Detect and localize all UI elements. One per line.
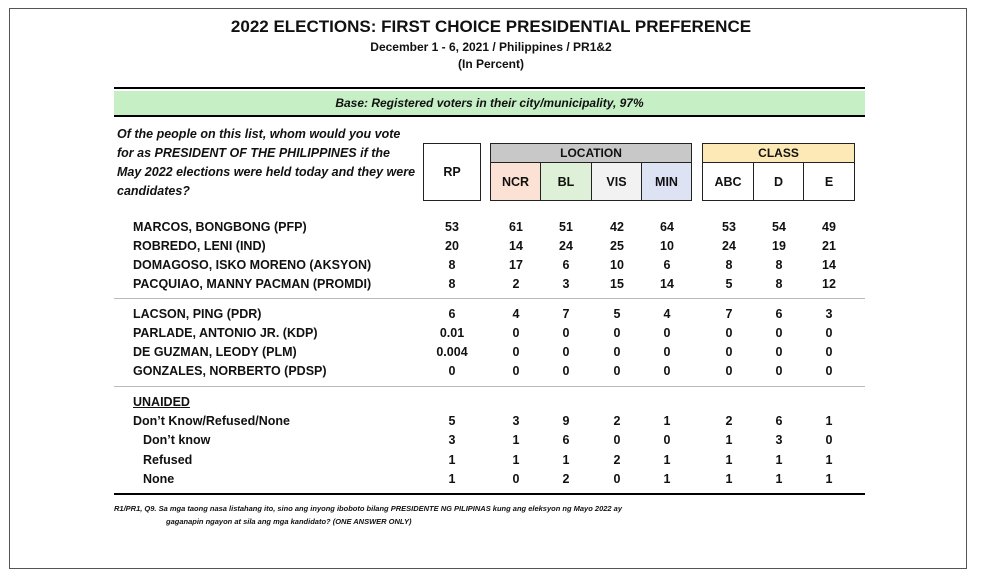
header-rp: RP (423, 143, 481, 201)
cell-min: 1 (663, 453, 671, 467)
cell-min: 1 (663, 414, 671, 428)
page-title: 2022 ELECTIONS: FIRST CHOICE PRESIDENTIAL PREFERENCE (230, 17, 752, 36)
group-divider (114, 386, 865, 387)
header-d: D (753, 162, 804, 201)
cell-d: 6 (775, 307, 783, 321)
footnote-line-2: gaganapin ngayon at sila ang mga kandidato? (ONE ANSWER ONLY) (166, 517, 412, 526)
header-bl: BL (540, 162, 592, 201)
cell-vis: 10 (610, 258, 624, 272)
cell-bl: 1 (562, 453, 570, 467)
cell-ncr: 61 (509, 220, 523, 234)
page-units: (In Percent) (457, 57, 524, 71)
cell-vis: 25 (610, 239, 624, 253)
table-row (0, 412, 982, 431)
footnote-line-1: R1/PR1, Q9. Sa mga taong nasa listahang ito, sino ang inyong iboboto bilang PRESIDENTE NG PILIPINAS kung ang eleksyon ng Mayo 2022 ay (114, 504, 623, 513)
cell-min: 0 (663, 364, 671, 378)
cell-abc: 5 (725, 277, 733, 291)
cell-abc: 1 (725, 472, 733, 486)
header-ncr: NCR (490, 162, 541, 201)
cell-ncr: 3 (512, 414, 520, 428)
cell-abc: 7 (725, 307, 733, 321)
cell-bl: 0 (562, 326, 570, 340)
header-min: MIN (641, 162, 692, 201)
cell-abc: 24 (722, 239, 736, 253)
cell-abc: 1 (725, 433, 733, 447)
cell-vis: 5 (613, 307, 621, 321)
cell-ncr: 1 (512, 453, 520, 467)
cell-bl: 3 (562, 277, 570, 291)
cell-d: 8 (775, 258, 783, 272)
table-row (0, 237, 982, 256)
cell-vis: 15 (610, 277, 624, 291)
cell-abc: 0 (725, 345, 733, 359)
cell-d: 1 (775, 472, 783, 486)
cell-ncr: 0 (512, 472, 520, 486)
row-label: MARCOS, BONGBONG (PFP) (133, 220, 307, 234)
row-label: None (143, 472, 175, 486)
cell-bl: 0 (562, 364, 570, 378)
row-label: DOMAGOSO, ISKO MORENO (AKSYON) (133, 258, 372, 272)
row-label: PARLADE, ANTONIO JR. (KDP) (133, 326, 318, 340)
cell-rp: 8 (448, 258, 456, 272)
cell-min: 64 (660, 220, 674, 234)
cell-bl: 0 (562, 345, 570, 359)
table-row (0, 451, 982, 470)
cell-bl: 24 (559, 239, 573, 253)
cell-e: 49 (822, 220, 836, 234)
table-row (0, 218, 982, 237)
cell-abc: 0 (725, 364, 733, 378)
base-bottom-rule (114, 115, 865, 117)
table-row (0, 362, 982, 381)
group-divider (114, 298, 865, 299)
row-label: ROBREDO, LENI (IND) (133, 239, 266, 253)
table-row (0, 305, 982, 324)
header-abc: ABC (702, 162, 754, 201)
survey-question: Of the people on this list, whom would you vote for as PRESIDENT OF THE PHILIPPINES if the May 2022 elections were held today and they were candidates? (117, 127, 416, 198)
cell-bl: 6 (562, 433, 570, 447)
cell-min: 1 (663, 472, 671, 486)
cell-bl: 9 (562, 414, 570, 428)
cell-min: 10 (660, 239, 674, 253)
table-row (0, 431, 982, 450)
table-row (0, 343, 982, 362)
section-heading (0, 393, 982, 412)
cell-d: 8 (775, 277, 783, 291)
cell-e: 1 (825, 453, 833, 467)
row-label: GONZALES, NORBERTO (PDSP) (133, 364, 327, 378)
table-bottom-rule (114, 493, 865, 495)
cell-rp: 53 (445, 220, 459, 234)
cell-vis: 42 (610, 220, 624, 234)
cell-d: 54 (772, 220, 786, 234)
cell-rp: 3 (448, 433, 456, 447)
cell-bl: 6 (562, 258, 570, 272)
cell-abc: 0 (725, 326, 733, 340)
cell-e: 0 (825, 364, 833, 378)
cell-vis: 0 (613, 433, 621, 447)
cell-vis: 2 (613, 453, 621, 467)
cell-d: 0 (775, 345, 783, 359)
cell-min: 0 (663, 433, 671, 447)
cell-rp: 20 (445, 239, 459, 253)
cell-ncr: 1 (512, 433, 520, 447)
base-banner: Base: Registered voters in their city/municipality, 97% (114, 91, 865, 115)
cell-bl: 2 (562, 472, 570, 486)
location-group-header: LOCATION (490, 143, 692, 163)
cell-e: 0 (825, 345, 833, 359)
header-e: E (803, 162, 855, 201)
cell-e: 12 (822, 277, 836, 291)
cell-rp: 8 (448, 277, 456, 291)
unaided-heading: UNAIDED (133, 395, 190, 409)
cell-d: 0 (775, 326, 783, 340)
cell-e: 0 (825, 326, 833, 340)
cell-ncr: 4 (512, 307, 520, 321)
cell-e: 21 (822, 239, 836, 253)
cell-abc: 8 (725, 258, 733, 272)
row-label: LACSON, PING (PDR) (133, 307, 262, 321)
cell-e: 0 (825, 433, 833, 447)
cell-rp: 0 (448, 364, 456, 378)
cell-e: 3 (825, 307, 833, 321)
table-row (0, 470, 982, 489)
header-vis: VIS (591, 162, 642, 201)
cell-vis: 0 (613, 472, 621, 486)
cell-rp: 0.01 (439, 326, 465, 340)
row-label: Don’t know (143, 433, 211, 447)
row-label: DE GUZMAN, LEODY (PLM) (133, 345, 297, 359)
cell-ncr: 0 (512, 345, 520, 359)
row-label: PACQUIAO, MANNY PACMAN (PROMDI) (133, 277, 372, 291)
page-subtitle: December 1 - 6, 2021 / Philippines / PR1&2 (370, 40, 612, 54)
cell-rp: 1 (448, 453, 456, 467)
cell-vis: 0 (613, 326, 621, 340)
cell-vis: 0 (613, 364, 621, 378)
cell-rp: 5 (448, 414, 456, 428)
cell-min: 4 (663, 307, 671, 321)
cell-abc: 2 (725, 414, 733, 428)
cell-ncr: 2 (512, 277, 520, 291)
cell-bl: 51 (559, 220, 573, 234)
cell-ncr: 0 (512, 364, 520, 378)
cell-ncr: 17 (509, 258, 523, 272)
cell-min: 0 (663, 345, 671, 359)
cell-ncr: 14 (509, 239, 523, 253)
row-label: Don’t Know/Refused/None (133, 414, 290, 428)
cell-min: 6 (663, 258, 671, 272)
cell-ncr: 0 (512, 326, 520, 340)
class-group-header: CLASS (702, 143, 855, 163)
cell-vis: 2 (613, 414, 621, 428)
cell-abc: 53 (722, 220, 736, 234)
cell-bl: 7 (562, 307, 570, 321)
table-row (0, 275, 982, 294)
cell-e: 1 (825, 472, 833, 486)
cell-d: 19 (772, 239, 786, 253)
cell-d: 3 (775, 433, 783, 447)
table-row (0, 324, 982, 343)
table-top-rule (114, 87, 865, 89)
cell-d: 6 (775, 414, 783, 428)
row-label: Refused (143, 453, 193, 467)
cell-e: 14 (822, 258, 836, 272)
cell-vis: 0 (613, 345, 621, 359)
cell-rp: 1 (448, 472, 456, 486)
cell-min: 14 (660, 277, 674, 291)
cell-min: 0 (663, 326, 671, 340)
cell-d: 0 (775, 364, 783, 378)
cell-rp: 0.004 (436, 345, 468, 359)
cell-e: 1 (825, 414, 833, 428)
cell-abc: 1 (725, 453, 733, 467)
cell-rp: 6 (448, 307, 456, 321)
cell-d: 1 (775, 453, 783, 467)
table-row (0, 256, 982, 275)
